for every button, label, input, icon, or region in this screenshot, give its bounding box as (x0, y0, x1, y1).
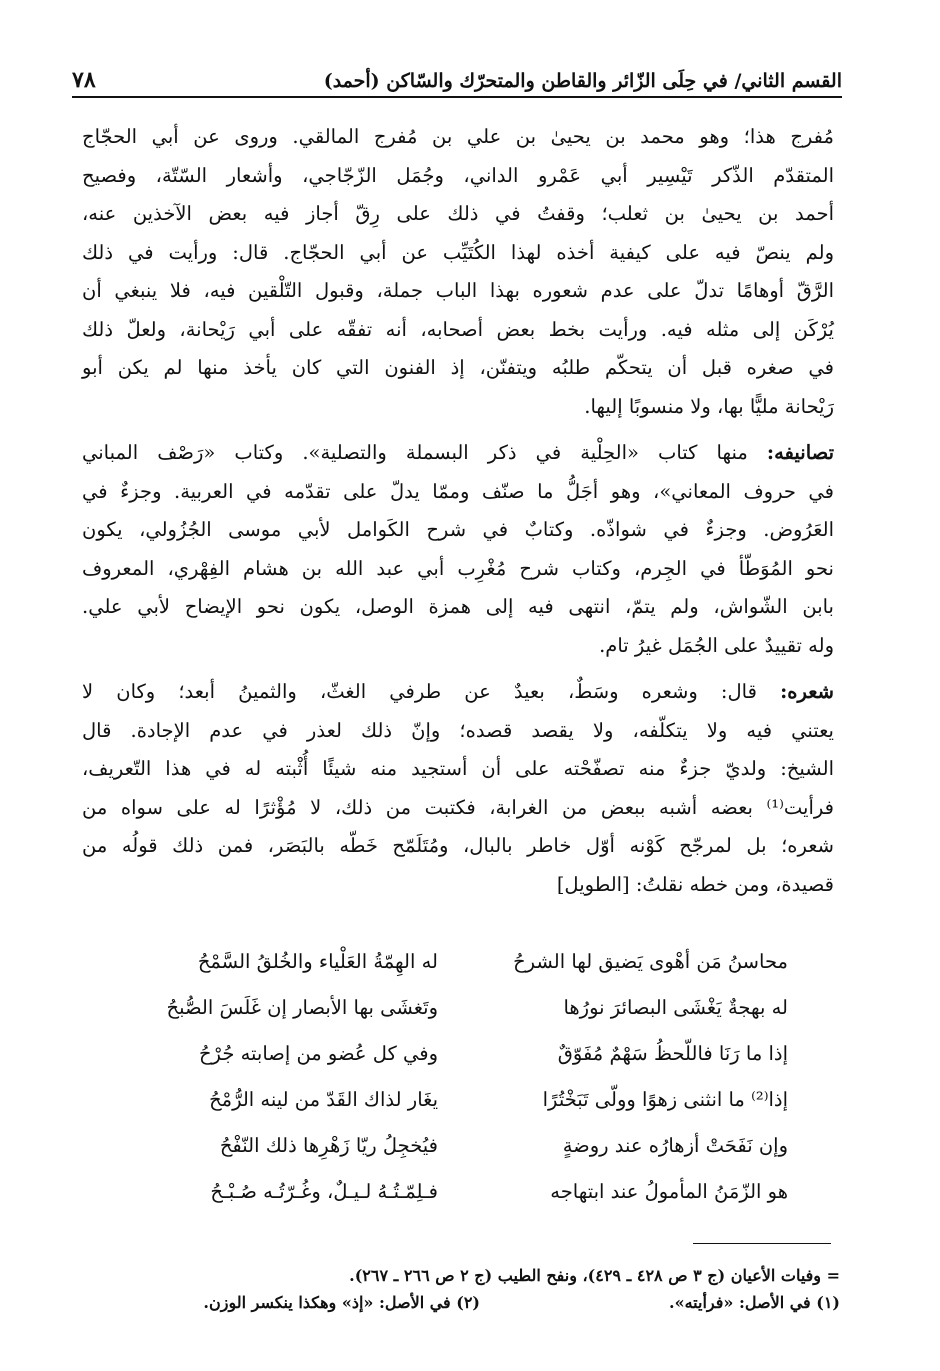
text-line: ولم ينصّ فيه على كيفية أخذه لهذا الكُتَيِّب عن أبي الحجّاج. قال: ورأيت في ذلك (82, 240, 834, 264)
main-text (82, 118, 834, 904)
verse-second-hemistich: فـلِمّـتُـهُ لـيـلٌ، وغُـرّتُـه صُـبْـحُ (210, 1180, 438, 1203)
verse (148, 1088, 788, 1134)
text-line: أحمد بن يحيىٰ بن ثعلب؛ وقفتُ في ذلك على رِقّ أجاز فيه بعض الآخذين عنه، (82, 202, 834, 225)
text-line: في صغره قبل أن يتحكّم طلبُه ويتفنّن، إذ الفنون التي كان يأخذ منها لم يكن أبو (82, 356, 834, 379)
text-line: المتقدّم الذّكر تَيْسِير أبي عَمْرو الداني، وجُمَل الزّجّاجي، وأشعار السّتّة، وفصيح (82, 163, 834, 187)
text-line: نحو المُوَطّأ في الجِرم، وكتاب شرح مُغْرِب أبي عبد الله بن هشام الفِهْري، المعروف (82, 556, 834, 580)
verse (148, 1180, 788, 1226)
poem-block (148, 950, 788, 1226)
text-line: مُفرج هذا؛ وهو محمد بن يحيىٰ بن علي بن مُفرج المالقي. وروى عن أبي الحجّاج (82, 125, 834, 148)
verse-first-hemistich: هو الزّمَنُ المأمولُ عند ابتهاجه (550, 1180, 788, 1203)
verse (148, 1134, 788, 1180)
verse (148, 950, 788, 996)
verse-second-hemistich: وفي كل عُضو من إصابته جُرْحُ (198, 1042, 438, 1065)
verse (148, 1042, 788, 1088)
text-line: فرأيت⁽¹⁾ بعضه أشبه ببعض من الغرابة، فكتبت من ذلك، لا مُؤْثرًا له على سواه من (82, 795, 834, 819)
text-line-content: منها كتاب «الحِلْية في ذكر البسملة والتصلية». وكتاب «رَصْف المباني (82, 441, 748, 464)
text-line: قصيدة، ومن خطه نقلتُ: [الطويل] (556, 872, 834, 896)
page-header (72, 62, 842, 98)
text-line: شعره؛ بل لمرجّح كَوْنه أوّل خاطر بالبال، ومُتَلَمّح خَطّه بالبَصَر، فمن ذلك قولُه من (82, 834, 834, 857)
text-line: الشيخ: ولديّ جزءٌ منه تصفّحْته على أن أستجيد منه شيئًا أُثْبته له في هذا التّعريف، (82, 757, 834, 780)
verse-second-hemistich: فيُخجِلُ ريّا زَهْرِها ذلك النّفْحُ (219, 1134, 438, 1157)
running-title: القسم الثاني/ في حِلَى الزّائر والقاطن والمتحرّك والسّاكن (أحمد) (323, 70, 842, 92)
section-label-poetry: شعره: (780, 680, 834, 703)
verse-first-hemistich: إذا ما رَنَا فاللّحظُ سَهْمٌ مُفَوّقٌ (557, 1042, 788, 1065)
verse-first-hemistich: وإن نَفَحَتْ أزهارُه عند روضةٍ (562, 1134, 788, 1157)
text-line: رَيْحانة مليًّا بها، ولا منسوبًا إليها. (584, 394, 834, 418)
text-line: يعتني فيه ولا يتكلّفه، ولا يقصد قصده؛ وإنّ ذلك لعذر في عدم الإجادة. قال (82, 718, 834, 742)
verse-first-hemistich: محاسنُ مَن أهْوى يَضيق لها الشرحُ (513, 950, 788, 973)
text-line: وله تقييدٌ على الجُمَل غيرُ تام. (599, 633, 834, 657)
verse (148, 996, 788, 1042)
section-label-works: تصانيفه: (766, 441, 834, 464)
text-line: بابن الشّواش، ولم يتمّ، انتهى فيه إلى همزة الوصل، يكون نحو الإيضاح لأبي علي. (82, 595, 834, 618)
paragraph-teachers (82, 118, 834, 426)
page-number: ٧٨ (72, 67, 96, 93)
text-line-content: قال: وشعره وسَطٌ، بعيدٌ عن طرفي الغثّ، والثمينُ أبعد؛ وكان لا (82, 680, 757, 703)
footnote-source: = وفيات الأعيان (ج ٣ ص ٤٢٨ ـ ٤٢٩)، ونفح الطيب (ج ٢ ص ٢٦٦ ـ ٢٦٧). (349, 1266, 840, 1285)
verse-second-hemistich: له الهِمّةُ العَلْياء والخُلقُ السَّمْحُ (197, 950, 438, 973)
verse-second-hemistich: وتَغشَى بها الأبصار إن غَلَسَ الصُّبحُ (166, 996, 438, 1019)
footnote-2: (٢) في الأصل: «إذ» وهكذا ينكسر الوزن. (203, 1293, 480, 1312)
paragraph-works (82, 434, 834, 665)
footnote-1: (١) في الأصل: «فرأيته». (669, 1293, 840, 1312)
text-line: العَرُوض. وجزءٌ في شواذّه. وكتابٌ في شرح الكَوامل لأبي موسى الجُزُولي، يكون (82, 518, 834, 541)
verse-first-hemistich: إذا⁽²⁾ ما انثنى زهوًا وولّى تَبَخْتُرًا (542, 1088, 788, 1111)
text-line (82, 673, 834, 712)
text-line (82, 434, 834, 473)
paragraph-poetry (82, 673, 834, 904)
verse-second-hemistich: يغَار لذاك القَدّ من لينه الرُّمْحُ (209, 1088, 438, 1111)
text-line: في حروف المعاني»، وهو أجَلُّ ما صنّف وممّا يدلّ على تقدّمه في العربية. وجزءٌ في (82, 479, 834, 503)
text-line: يُرْكَن إلى مثله فيه. ورأيت بخط بعض أصحابه، أنه تفقّه على أبي رَيْحانة، ولعلّ ذلك (82, 317, 834, 341)
footnote-divider (693, 1243, 831, 1244)
verse-first-hemistich: له بهجةٌ يَغْشَى البصائرَ نورُها (563, 996, 788, 1019)
footnotes-row (100, 1293, 840, 1312)
text-line: الرَّقّ أوهامًا تدلّ على عدم شعوره بهذا الباب جملة، وقبول التّلْقين فيه، فلا ينبغي أن (82, 279, 834, 302)
